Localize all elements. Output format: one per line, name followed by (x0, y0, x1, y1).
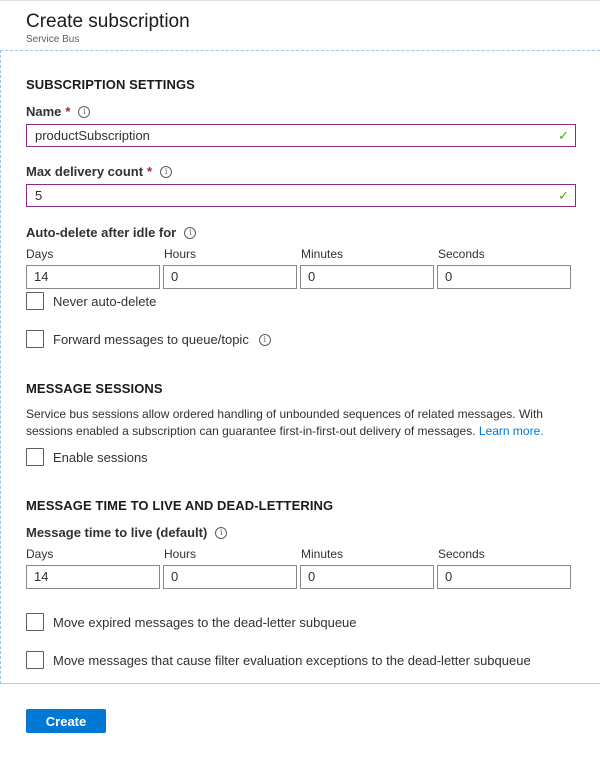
page-subtitle: Service Bus (26, 34, 80, 45)
never-autodelete-checkbox[interactable] (26, 292, 44, 310)
ttl-label (26, 525, 227, 540)
enable-sessions-label: Enable sessions (53, 450, 148, 465)
ttl-days-label: Days (26, 547, 54, 561)
autodelete-label (26, 225, 196, 240)
page-title: Create subscription (26, 11, 190, 32)
max-delivery-label (26, 164, 172, 179)
ttl-days-input[interactable]: 14 (26, 565, 160, 589)
autodelete-hours-input[interactable]: 0 (163, 265, 297, 289)
name-input-value: productSubscription (35, 128, 150, 143)
autodelete-label-text: Auto-delete after idle for (26, 225, 177, 240)
required-asterisk: * (65, 104, 71, 119)
check-icon: ✓ (558, 128, 569, 143)
sessions-description-text: Service bus sessions allow ordered handling of unbounded sequences of related messages. With sessions enabled a subscription can guarantee first-in-first-out delivery of messages. (26, 407, 543, 438)
never-autodelete-label: Never auto-delete (53, 294, 157, 309)
max-delivery-input-value: 5 (35, 188, 43, 203)
autodelete-days-input[interactable]: 14 (26, 265, 160, 289)
info-icon[interactable]: i (160, 166, 172, 178)
name-label (26, 104, 90, 119)
autodelete-days-label: Days (26, 247, 54, 261)
subscription-settings-heading: SUBSCRIPTION SETTINGS (26, 77, 195, 92)
ttl-minutes-input[interactable]: 0 (300, 565, 434, 589)
autodelete-seconds-input[interactable]: 0 (437, 265, 571, 289)
sessions-description (26, 406, 576, 440)
ttl-heading: MESSAGE TIME TO LIVE AND DEAD-LETTERING (26, 498, 334, 513)
enable-sessions-checkbox[interactable] (26, 448, 44, 466)
ttl-hours-label: Hours (164, 547, 197, 561)
info-icon[interactable]: i (215, 527, 227, 539)
name-input[interactable] (26, 124, 576, 147)
required-asterisk: * (147, 164, 153, 179)
ttl-seconds-input[interactable]: 0 (437, 565, 571, 589)
ttl-seconds-label: Seconds (438, 547, 485, 561)
learn-more-link[interactable]: Learn more. (478, 424, 544, 438)
expired-deadletter-label: Move expired messages to the dead-letter subqueue (53, 615, 357, 630)
expired-deadletter-checkbox[interactable] (26, 613, 44, 631)
max-delivery-input[interactable] (26, 184, 576, 207)
autodelete-minutes-label: Minutes (301, 247, 344, 261)
filter-exceptions-checkbox[interactable] (26, 651, 44, 669)
name-label-text: Name (26, 104, 62, 119)
forward-messages-label-text: Forward messages to queue/topic (53, 332, 249, 347)
info-icon[interactable]: i (184, 227, 196, 239)
info-icon[interactable]: i (78, 106, 90, 118)
ttl-minutes-label: Minutes (301, 547, 344, 561)
filter-exceptions-label: Move messages that cause filter evaluation exceptions to the dead-letter subqueue (53, 653, 531, 668)
ttl-hours-input[interactable]: 0 (163, 565, 297, 589)
autodelete-hours-label: Hours (164, 247, 197, 261)
create-button[interactable]: Create (26, 709, 106, 733)
check-icon: ✓ (558, 188, 569, 203)
info-icon[interactable]: i (259, 334, 271, 346)
blade-header (0, 0, 600, 50)
max-delivery-label-text: Max delivery count (26, 164, 144, 179)
message-sessions-heading: MESSAGE SESSIONS (26, 381, 163, 396)
forward-messages-label (53, 332, 271, 347)
autodelete-seconds-label: Seconds (438, 247, 485, 261)
ttl-label-text: Message time to live (default) (26, 525, 208, 540)
autodelete-minutes-input[interactable]: 0 (300, 265, 434, 289)
forward-messages-checkbox[interactable] (26, 330, 44, 348)
